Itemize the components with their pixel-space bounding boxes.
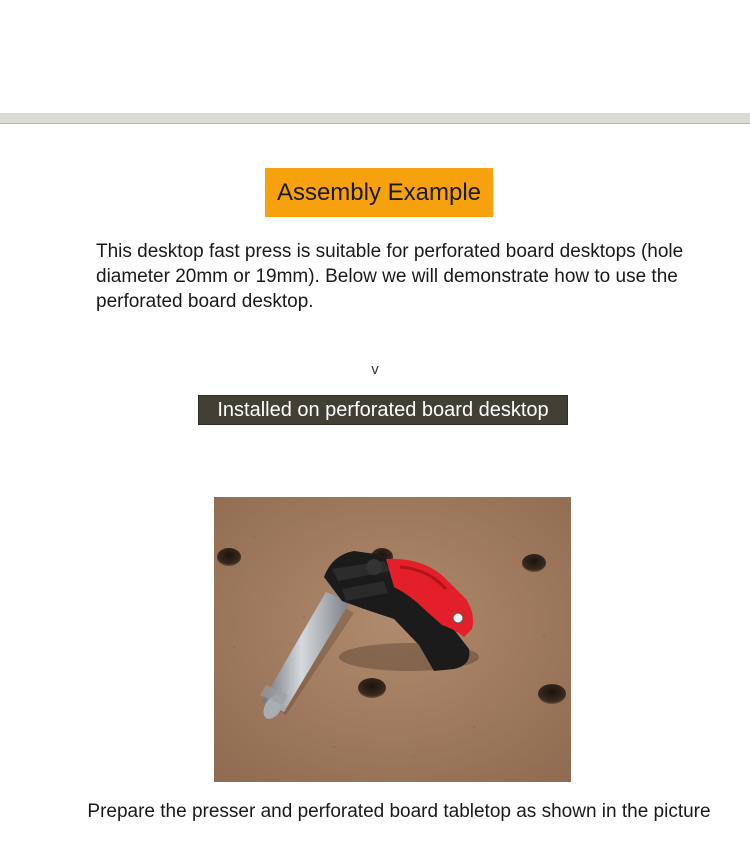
intro-paragraph: This desktop fast press is suitable for perforated board desktops (hole diameter 20mm or 19mm). Below we will demonstrate how to use the perforated board desktop. [96, 241, 684, 312]
subsection-badge [198, 395, 568, 425]
board-surface [214, 497, 571, 782]
board-hole [217, 548, 241, 566]
board-hole [538, 684, 566, 704]
product-photo [214, 497, 571, 782]
subsection-label: Installed on perforated board desktop [217, 398, 549, 421]
photo-caption: Prepare the presser and perforated board tabletop as shown in the picture [87, 801, 711, 822]
board-hole [522, 554, 546, 572]
header-divider [0, 113, 750, 124]
section-title: Assembly Example [276, 178, 482, 206]
section-title-badge [265, 168, 493, 217]
board-hole [358, 678, 386, 698]
chevron-marker: v [371, 361, 379, 378]
clamp-on-board-image [214, 497, 571, 782]
